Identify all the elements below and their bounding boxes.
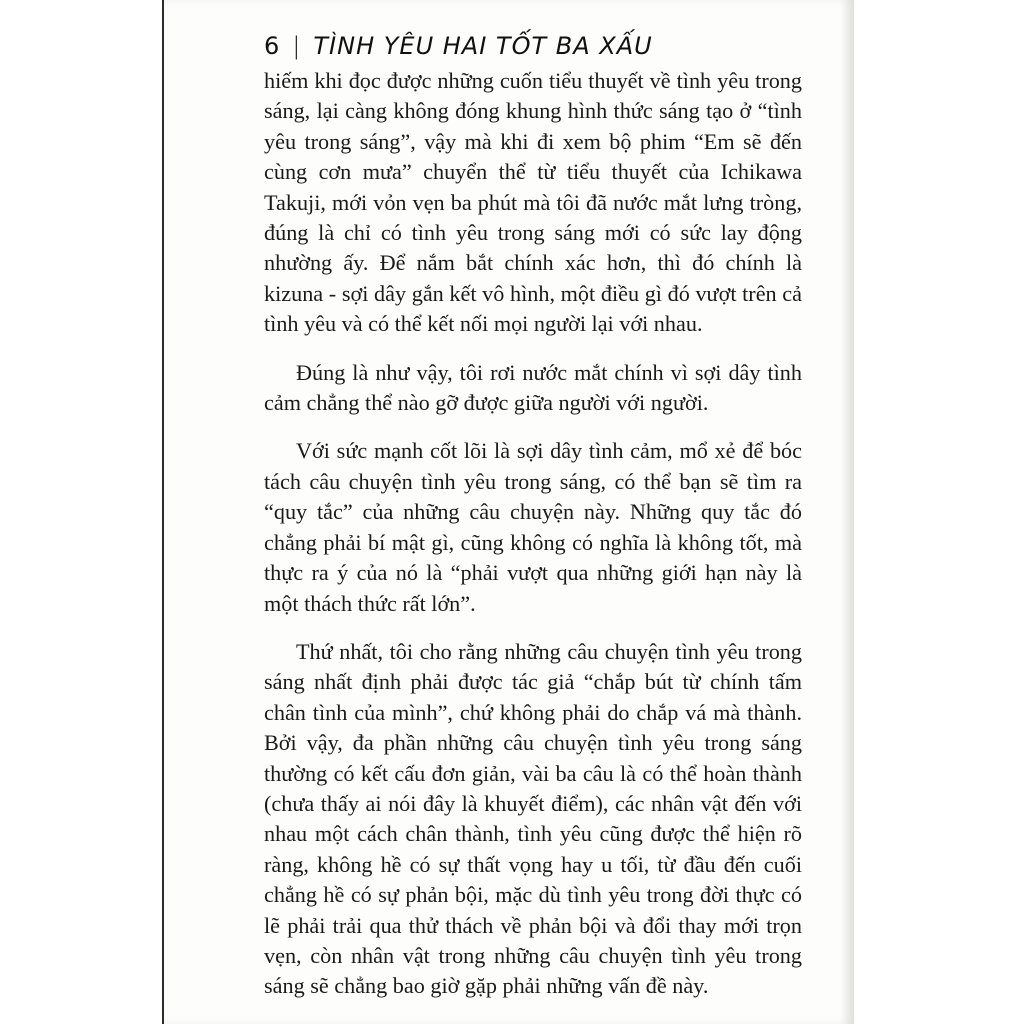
book-page xyxy=(162,0,854,1024)
paragraph-3: Với sức mạnh cốt lõi là sợi dây tình cảm, mổ xẻ để bóc tách câu chuyện tình yêu trong sáng, có thể bạn sẽ tìm ra “quy tắc” của những câu chuyện này. Những quy tắc đó chẳng phải bí mật gì, cũng không có nghĩa là không tốt, mà thực ra ý của nó là “phải vượt qua những giới hạn này là một thách thức rất lớn”. xyxy=(264,438,802,616)
paragraph-1: hiếm khi đọc được những cuốn tiểu thuyết về tình yêu trong sáng, lại càng không đóng khung hình thức sáng tạo ở “tình yêu trong sáng”, vậy mà khi đi xem bộ phim “Em sẽ đến cùng cơn mưa” chuyển thể từ tiểu thuyết của Ichikawa Takuji, mới vỏn vẹn ba phút mà tôi đã nước mắt lưng tròng, đúng là chỉ có tình yêu trong sáng mới có sức lay động nhường ấy. Để nắm bắt chính xác hơn, thì đó chính là kizuna - sợi dây gắn kết vô hình, một điều gì đó vượt trên cả tình yêu và có thể kết nối mọi người lại với nhau. xyxy=(264,68,802,337)
paragraph-2: Đúng là như vậy, tôi rơi nước mắt chính vì sợi dây tình cảm chẳng thể nào gỡ được giữa người với người. xyxy=(264,359,802,416)
page-edge-shadow xyxy=(840,0,854,1024)
running-header xyxy=(264,20,653,60)
header-separator: | xyxy=(292,32,302,60)
body-text xyxy=(264,66,802,1020)
page-number: 6 xyxy=(264,32,281,60)
book-title: TÌNH YÊU HAI TỐT BA XẤU xyxy=(313,32,653,60)
paragraph-4: Thứ nhất, tôi cho rằng những câu chuyện tình yêu trong sáng nhất định phải được tác giả “chắp bút từ chính tấm chân tình của mình”, chứ không phải do chắp vá mà thành. Bởi vậy, đa phần những câu chuyện tình yêu trong sáng thường có kết cấu đơn giản, vài ba câu là có thể hoàn thành (chưa thấy ai nói đây là khuyết điểm), các nhân vật đến với nhau một cách chân thành, tình yêu cũng được thể hiện rõ ràng, không hề có sự thất vọng hay u tối, từ đầu đến cuối chẳng hề có sự phản bội, mặc dù tình yêu trong đời thực có lẽ phải trải qua thử thách về phản bội và đổi thay mới trọn vẹn, còn nhân vật trong những câu chuyện tình yêu trong sáng sẽ chẳng bao giờ gặp phải những vấn đề này. xyxy=(264,638,802,999)
